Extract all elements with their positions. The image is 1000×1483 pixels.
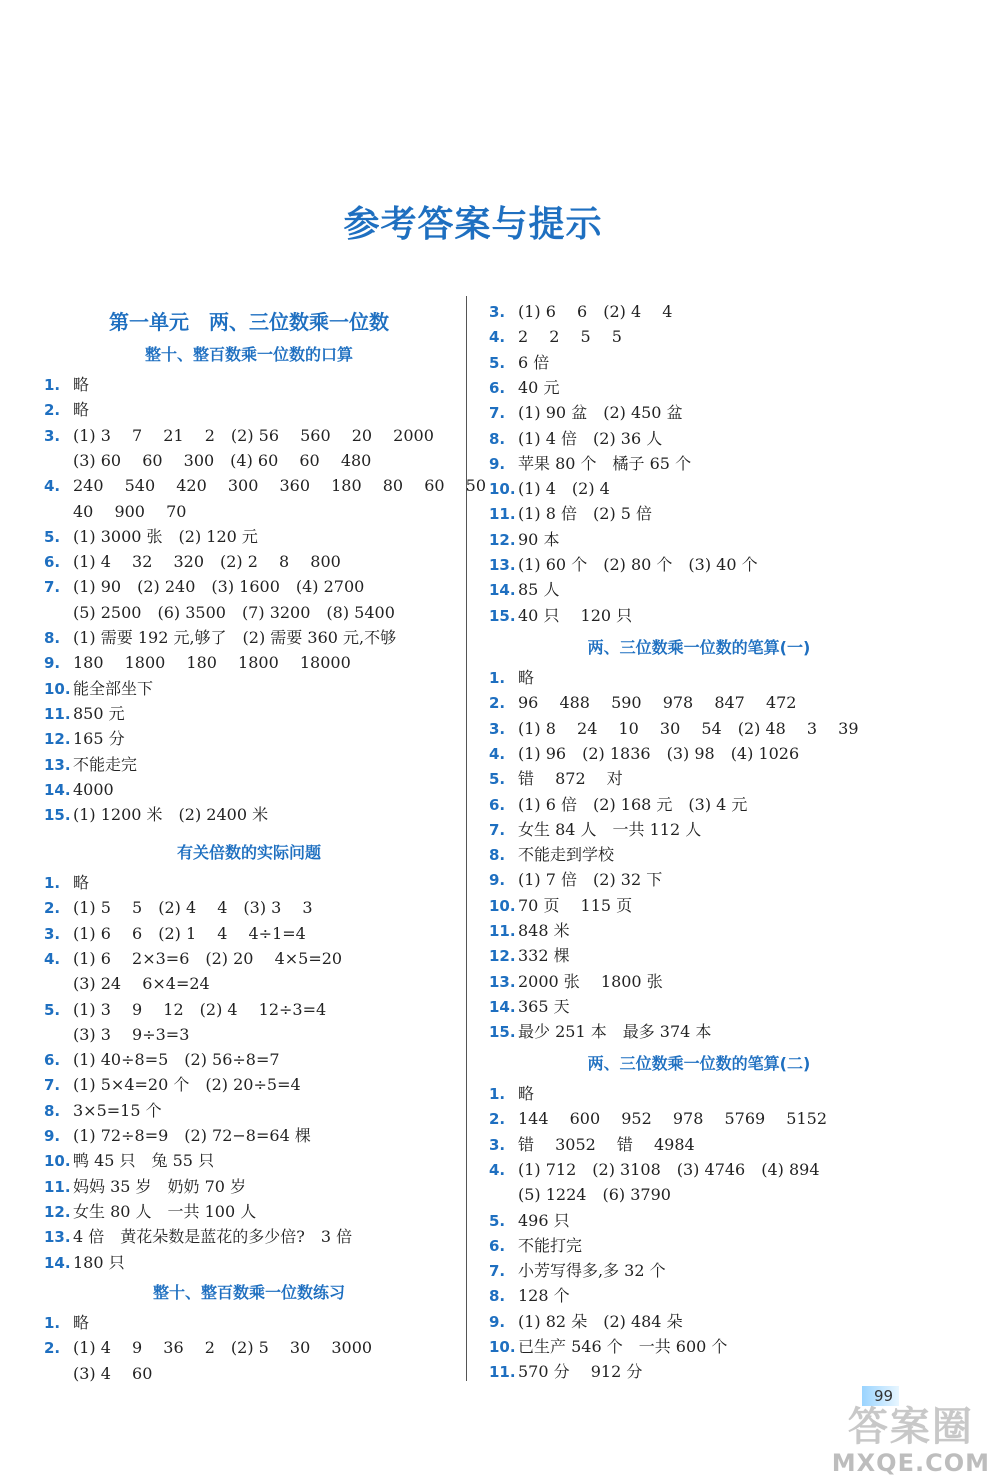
question-number: 13. — [44, 755, 71, 774]
answer-line — [44, 895, 313, 920]
answer-line — [44, 701, 125, 726]
question-number: 13. — [489, 972, 516, 991]
question-number: 8. — [44, 629, 61, 647]
question-number: 8. — [44, 1101, 61, 1120]
answer-text: 496 只 — [518, 1210, 570, 1230]
answer-line — [489, 817, 701, 842]
question-number: 11. — [489, 1363, 516, 1382]
answer-line — [44, 1022, 189, 1047]
answer-line — [44, 971, 210, 996]
answer-line — [489, 1258, 666, 1283]
question-number: 9. — [44, 1127, 61, 1145]
answer-text: 165 分 — [73, 729, 125, 749]
answer-line — [44, 946, 342, 971]
answer-line — [44, 726, 125, 751]
question-number: 2. — [44, 899, 61, 918]
answer-text: 848 米 — [518, 921, 570, 940]
answer-text: 错 872 对 — [518, 769, 623, 789]
answer-text: 180 只 — [73, 1252, 125, 1272]
question-number: 9. — [489, 871, 506, 890]
question-number: 1. — [44, 1314, 61, 1332]
question-number: 15. — [489, 606, 516, 625]
answer-line — [44, 499, 186, 524]
answer-text: 妈妈 35 岁 奶奶 70 岁 — [73, 1176, 247, 1196]
answer-line — [44, 473, 486, 498]
answer-line — [489, 1081, 534, 1106]
question-number: 9. — [489, 454, 506, 473]
answer-line — [489, 994, 570, 1019]
question-number: 1. — [44, 376, 61, 394]
question-number: 14. — [489, 581, 516, 600]
answer-line — [489, 893, 632, 918]
question-number: 5. — [44, 527, 61, 546]
question-number: 8. — [489, 429, 506, 448]
question-number: 5. — [489, 1211, 506, 1230]
question-number: 14. — [44, 1253, 71, 1272]
answer-text: 错 3052 错 4984 — [518, 1134, 695, 1154]
answer-line — [489, 792, 747, 817]
answer-text: 最少 251 本 最多 374 本 — [518, 1022, 712, 1042]
answer-line — [489, 400, 683, 425]
answer-text: 小芳写得多,多 32 个 — [518, 1261, 666, 1281]
answer-text: (5) 1224 (6) 3790 — [518, 1185, 671, 1205]
question-number: 11. — [489, 922, 516, 940]
answer-line — [44, 650, 351, 675]
answer-line — [44, 1123, 311, 1148]
answer-text: 240 540 420 300 360 180 80 60 50 — [73, 476, 487, 496]
section-title: 两、三位数乘一位数的笔算(一) — [587, 638, 811, 657]
answer-text: 苹果 80 个 橘子 65 个 — [518, 453, 692, 473]
answer-line — [44, 870, 89, 895]
question-number: 10. — [44, 679, 71, 698]
answer-text: (1) 8 24 10 30 54 (2) 48 3 39 — [518, 718, 859, 738]
page-title: 参考答案与提示 — [343, 204, 603, 245]
answer-text: (1) 4 32 320 (2) 2 8 800 — [73, 552, 341, 572]
answer-text: 6 倍 — [518, 352, 550, 372]
answer-text: (1) 3 9 12 (2) 4 12÷3=4 — [73, 999, 327, 1019]
answer-line — [489, 527, 559, 552]
answer-text: (1) 90 盆 (2) 450 盆 — [518, 403, 683, 423]
section-title: 整十、整百数乘一位数练习 — [152, 1283, 345, 1302]
answer-line — [44, 802, 268, 827]
answer-line — [489, 299, 672, 324]
answer-text: (3) 4 60 — [73, 1363, 153, 1383]
answer-line — [44, 1335, 372, 1360]
answer-text: 略 — [518, 1084, 535, 1103]
question-number: 8. — [489, 1287, 506, 1306]
answer-line — [44, 997, 326, 1022]
question-number: 5. — [489, 770, 506, 789]
answer-text: (1) 82 朵 (2) 484 朵 — [518, 1311, 683, 1331]
question-number: 11. — [44, 1177, 71, 1196]
answer-text: (1) 712 (2) 3108 (3) 4746 (4) 894 — [518, 1159, 820, 1179]
answer-text: 365 天 — [518, 996, 570, 1016]
answer-text: (1) 3000 张 (2) 120 元 — [73, 526, 258, 546]
answer-text: 96 488 590 978 847 472 — [518, 693, 797, 713]
answer-line — [44, 423, 434, 448]
question-number: 2. — [44, 1339, 61, 1358]
answer-text: 4 倍 黄花朵数是蓝花的多少倍? 3 倍 — [73, 1227, 353, 1247]
question-number: 4. — [44, 477, 61, 496]
question-number: 12. — [44, 1202, 71, 1221]
answer-text: 不能走到学校 — [518, 845, 615, 865]
answer-text: (1) 6 6 (2) 4 4 — [518, 302, 673, 321]
answer-text: (1) 5×4=20 个 (2) 20÷5=4 — [73, 1075, 301, 1095]
answer-line — [44, 1250, 125, 1275]
answer-text: 已生产 546 个 一共 600 个 — [518, 1337, 728, 1356]
answer-text: 85 人 — [518, 580, 560, 600]
answer-text: (1) 4 倍 (2) 36 人 — [518, 428, 663, 448]
question-number: 1. — [489, 1085, 506, 1103]
answer-line — [489, 969, 663, 994]
answer-line — [489, 1233, 582, 1258]
question-number: 11. — [44, 704, 71, 723]
answer-text: 570 分 912 分 — [518, 1362, 643, 1382]
answer-line — [489, 867, 662, 892]
answer-text: 不能走完 — [73, 754, 138, 774]
answer-text: 略 — [518, 668, 535, 687]
answer-line — [44, 372, 89, 397]
section-title: 整十、整百数乘一位数的口算 — [144, 345, 353, 364]
answer-text: 略 — [73, 873, 90, 892]
question-number: 10. — [489, 1338, 516, 1356]
answer-text: 2 2 5 5 — [518, 327, 622, 347]
question-number: 7. — [489, 820, 506, 839]
answer-line — [489, 1208, 570, 1233]
question-number: 9. — [44, 654, 61, 673]
question-number: 7. — [44, 1076, 61, 1095]
page-number: 99 — [862, 1386, 899, 1406]
answer-text: (3) 3 9÷3=3 — [73, 1024, 190, 1044]
answer-text: 40 900 70 — [73, 501, 187, 521]
question-number: 15. — [44, 806, 71, 825]
answer-text: 能全部坐下 — [73, 678, 154, 698]
answer-line — [44, 921, 306, 946]
answer-line — [44, 524, 258, 549]
answer-text: (1) 1200 米 (2) 2400 米 — [73, 805, 269, 825]
question-number: 12. — [489, 530, 516, 549]
answer-text: 128 个 — [518, 1286, 570, 1306]
answer-line — [44, 1224, 352, 1249]
question-number: 12. — [44, 730, 71, 749]
question-number: 9. — [489, 1312, 506, 1331]
answer-line — [44, 1047, 280, 1072]
question-number: 1. — [489, 669, 506, 687]
answer-text: (1) 96 (2) 1836 (3) 98 (4) 1026 — [518, 743, 800, 763]
answer-text: (1) 6 倍 (2) 168 元 (3) 4 元 — [518, 794, 748, 814]
question-number: 3. — [489, 1135, 506, 1154]
answer-line — [489, 451, 691, 476]
answer-line — [489, 741, 799, 766]
answer-text: (5) 2500 (6) 3500 (7) 3200 (8) 5400 — [73, 602, 395, 622]
question-number: 15. — [489, 1023, 516, 1042]
question-number: 6. — [489, 378, 506, 397]
question-number: 3. — [489, 719, 506, 738]
question-number: 4. — [489, 1160, 506, 1179]
answer-line — [44, 1098, 162, 1123]
answer-text: (3) 60 60 300 (4) 60 60 480 — [73, 450, 372, 470]
answer-line — [489, 375, 559, 400]
answer-line — [44, 1072, 301, 1097]
answer-text: 180 1800 180 1800 18000 — [73, 653, 351, 673]
question-number: 11. — [489, 505, 516, 524]
answer-line — [489, 1019, 711, 1044]
question-number: 4. — [489, 328, 506, 347]
answer-text: (1) 40÷8=5 (2) 56÷8=7 — [73, 1050, 280, 1070]
question-number: 5. — [489, 353, 506, 372]
answer-line — [44, 625, 396, 650]
answer-line — [489, 603, 632, 628]
answer-text: 70 页 115 页 — [518, 895, 633, 915]
answer-line — [44, 549, 341, 574]
answer-line — [44, 600, 395, 625]
answer-text: 不能打完 — [518, 1235, 583, 1255]
answer-text: (1) 90 (2) 240 (3) 1600 (4) 2700 — [73, 577, 365, 597]
answer-text: 40 元 — [518, 377, 560, 397]
answer-line — [44, 1174, 246, 1199]
question-number: 7. — [489, 404, 506, 423]
question-number: 4. — [44, 949, 61, 968]
answer-line — [489, 426, 662, 451]
answer-text: (1) 7 倍 (2) 32 下 — [518, 870, 663, 890]
question-number: 4. — [489, 744, 506, 763]
answer-line — [489, 1309, 683, 1334]
section-title: 有关倍数的实际问题 — [176, 843, 321, 862]
question-number: 3. — [44, 924, 61, 943]
answer-text: 略 — [73, 1313, 90, 1332]
answer-line — [44, 397, 89, 422]
answer-line — [489, 766, 623, 791]
answer-line — [489, 690, 797, 715]
answer-line — [489, 842, 614, 867]
answer-line — [44, 1148, 214, 1173]
question-number: 10. — [489, 480, 516, 499]
answer-line — [44, 752, 137, 777]
answer-line — [489, 1283, 570, 1308]
answer-text: (1) 5 5 (2) 4 4 (3) 3 3 — [73, 898, 313, 918]
answer-line — [489, 350, 549, 375]
question-number: 3. — [489, 303, 506, 321]
question-number: 13. — [44, 1228, 71, 1247]
question-number: 6. — [489, 795, 506, 814]
answer-line — [44, 1199, 256, 1224]
answer-line — [489, 665, 534, 690]
answer-line — [489, 324, 622, 349]
answer-text: 女生 84 人 一共 112 人 — [518, 819, 702, 839]
answer-line — [44, 1310, 89, 1335]
answer-text: (3) 24 6×4=24 — [73, 974, 210, 994]
answer-line — [44, 448, 371, 473]
answer-line — [489, 476, 610, 501]
question-number: 7. — [44, 578, 61, 597]
answer-text: 850 元 — [73, 703, 125, 723]
column-divider — [466, 296, 467, 1381]
answer-text: (1) 6 2×3=6 (2) 20 4×5=20 — [73, 948, 343, 968]
answer-line — [44, 574, 364, 599]
answer-text: (1) 4 9 36 2 (2) 5 30 3000 — [73, 1338, 373, 1358]
answer-text: (1) 6 6 (2) 1 4 4÷1=4 — [73, 923, 306, 943]
answer-text: 2000 张 1800 张 — [518, 971, 663, 991]
question-number: 14. — [489, 997, 516, 1016]
question-number: 14. — [44, 780, 71, 799]
answer-text: (1) 4 (2) 4 — [518, 479, 610, 499]
question-number: 6. — [44, 1051, 61, 1070]
answer-line — [44, 1361, 152, 1386]
question-number: 10. — [489, 896, 516, 915]
question-number: 6. — [489, 1236, 506, 1255]
answer-line — [489, 552, 758, 577]
question-number: 1. — [44, 874, 61, 892]
question-number: 8. — [489, 846, 506, 865]
answer-line — [489, 1132, 695, 1157]
question-number: 13. — [489, 556, 516, 574]
section-title: 两、三位数乘一位数的笔算(二) — [587, 1054, 811, 1073]
answer-text: 332 棵 — [518, 946, 570, 966]
answer-text: 略 — [73, 400, 90, 420]
answer-text: (1) 60 个 (2) 80 个 (3) 40 个 — [518, 555, 758, 574]
answer-line — [44, 676, 153, 701]
answer-line — [44, 777, 114, 802]
answer-text: 略 — [73, 375, 90, 394]
answer-line — [489, 1182, 671, 1207]
answer-text: (1) 8 倍 (2) 5 倍 — [518, 504, 653, 524]
answer-text: (1) 需要 192 元,够了 (2) 需要 360 元,不够 — [73, 628, 397, 647]
question-number: 5. — [44, 1000, 61, 1019]
question-number: 12. — [489, 947, 516, 966]
answer-text: 鸭 45 只 兔 55 只 — [73, 1151, 215, 1171]
question-number: 7. — [489, 1262, 506, 1281]
watermark-logo: 答案圈 MXQE.COM — [831, 1404, 990, 1477]
answer-text: 4000 — [73, 779, 114, 799]
unit-title: 第一单元 两、三位数乘一位数 — [109, 310, 389, 334]
answer-line — [489, 1106, 827, 1131]
answer-text: 3×5=15 个 — [73, 1100, 162, 1120]
question-number: 6. — [44, 553, 61, 572]
answer-line — [489, 577, 559, 602]
answer-line — [489, 1334, 727, 1359]
question-number: 10. — [44, 1152, 71, 1171]
answer-text: 144 600 952 978 5769 5152 — [518, 1109, 828, 1129]
answer-line — [489, 501, 652, 526]
question-number: 2. — [489, 1110, 506, 1129]
answer-text: 女生 80 人 一共 100 人 — [73, 1201, 257, 1221]
answer-text: 40 只 120 只 — [518, 605, 633, 625]
answer-text: (1) 72÷8=9 (2) 72−8=64 棵 — [73, 1126, 311, 1145]
answer-text: (1) 3 7 21 2 (2) 56 560 20 2000 — [73, 425, 434, 445]
question-number: 2. — [489, 694, 506, 713]
question-number: 2. — [44, 401, 61, 420]
answer-line — [489, 943, 570, 968]
answer-text: 90 本 — [518, 529, 560, 549]
answer-line — [489, 1359, 642, 1384]
answer-line — [489, 918, 570, 943]
question-number: 3. — [44, 426, 61, 445]
answer-line — [489, 1157, 820, 1182]
answer-line — [489, 716, 859, 741]
